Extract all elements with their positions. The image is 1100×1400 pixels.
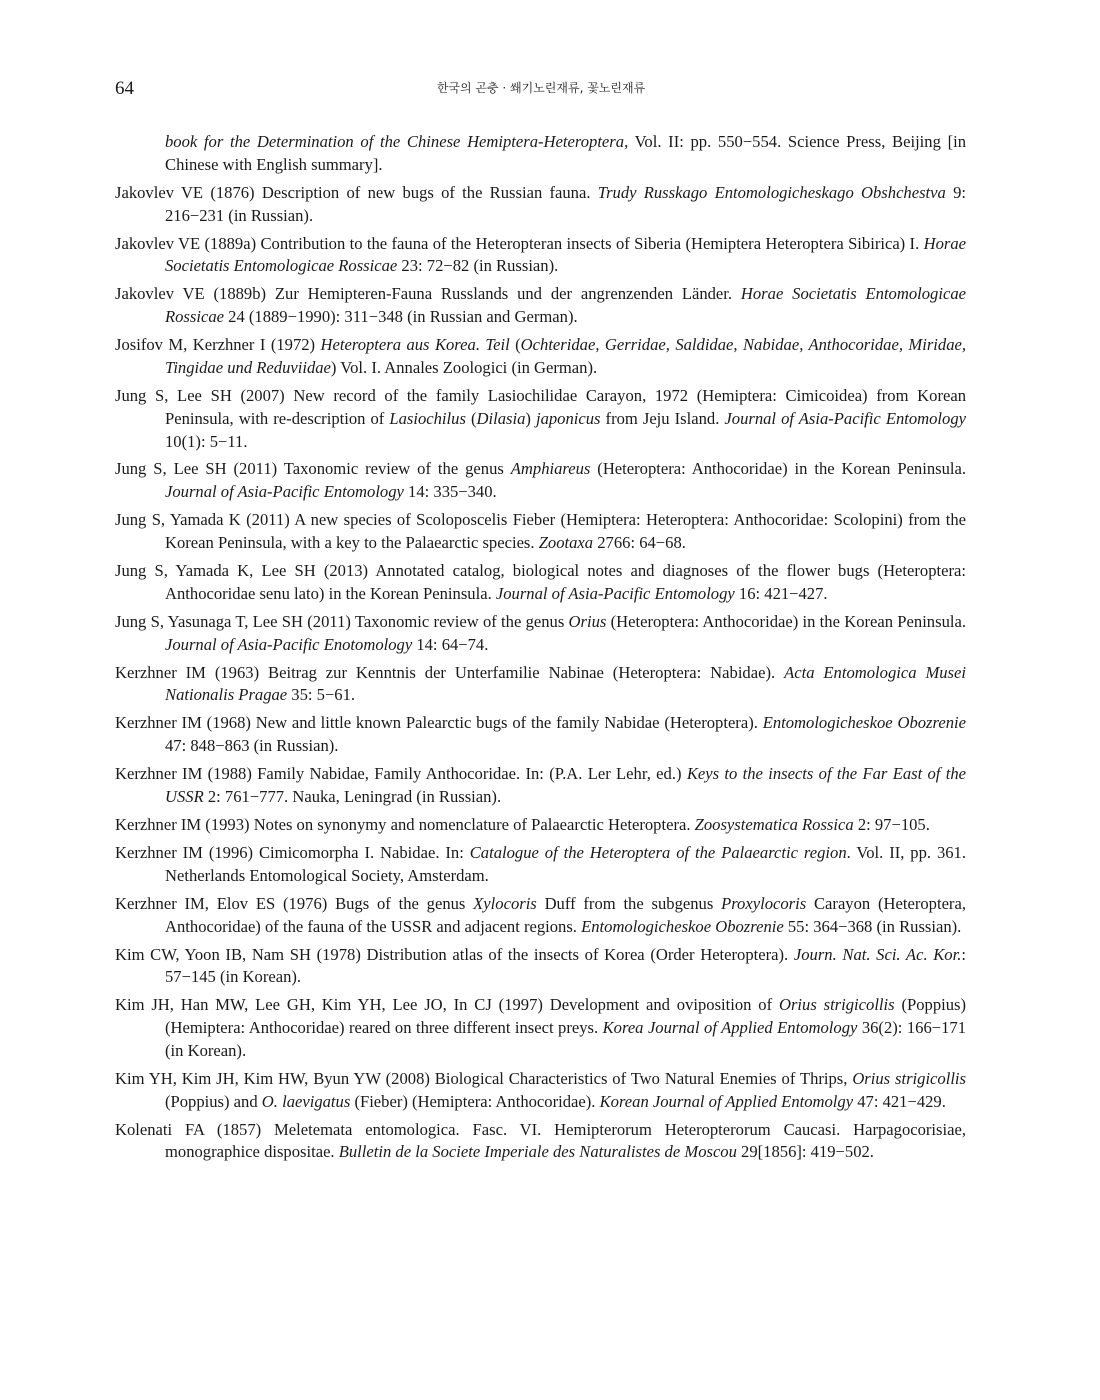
reference-italic-text: Amphiareus [510,459,591,479]
reference-italic-text: Zootaxa [538,533,594,553]
reference-italic-text: Keys to the insects of the Far East of the USSR [165,764,966,806]
reference-text: 2: 97−105. [853,814,930,834]
reference-entry [115,560,966,606]
reference-italic-text: Proxylocoris [721,893,807,913]
reference-italic-text: Ochteridae, Gerridae, Saldidae, Nabidae, Anthocoridae, Miridae, Tingidae und Reduviidae [165,335,967,377]
reference-italic-text: Trudy Russkago Entomologicheskago Obshchestva [597,182,946,202]
reference-text: Carayon (Heteroptera, Anthocoridae) of the fauna of the USSR and adjacent regions. [165,893,966,936]
reference-text: Jung S, Yamada K, Lee SH (2013) Annotated catalog, biological notes and diagnoses of the flower bugs (Heteroptera: Anthocoridae senu lato) in the Korean Peninsula. [115,561,966,603]
reference-text: Kim CW, Yoon IB, Nam SH (1978) Distribution atlas of the insects of Korea (Order Heteroptera). [115,944,794,964]
reference-text: ( [509,335,521,355]
reference-italic-text: Orius strigicollis [852,1068,967,1088]
reference-text: Josifov M, Kerzhner I (1972) [115,335,321,355]
reference-italic-text: Journ. Nat. Sci. Ac. Kor. [793,944,962,964]
reference-italic-text: Journal of Asia-Pacific Enotomology [165,634,413,654]
reference-text: 35: 5−61. [287,685,356,705]
reference-text: Kerzhner IM (1968) New and little known Palearctic bugs of the family Nabidae (Heteroptera). [115,713,763,733]
reference-entry [115,944,966,990]
running-head: 한국의 곤충 · 쐐기노린재류, 꽃노린재류 [436,81,646,95]
reference-text: (Poppius) (Hemiptera: Anthocoridae) reared on three different insect preys. [165,995,967,1038]
reference-text: 55: 364−368 (in Russian). [783,916,962,936]
reference-italic-text: Heteroptera aus Korea. Teil [320,335,510,355]
reference-entry [115,1119,966,1165]
reference-text: 14: 64−74. [412,634,489,654]
reference-entry [115,994,966,1062]
reference-italic-text: Journal of Asia-Pacific Entomology [165,482,404,502]
reference-text: Jakovlev VE (1876) Description of new bugs of the Russian fauna. [115,182,598,202]
reference-text: : 57−145 (in Korean). [165,944,966,987]
reference-text: . Vol. II, pp. 361. Netherlands Entomological Society, Amsterdam. [165,842,967,885]
reference-text: 2766: 64−68. [593,533,686,553]
reference-text: , Vol. II: pp. 550−554. Science Press, Beijing [in Chinese with English summary]. [165,132,967,174]
reference-entry [115,842,966,888]
reference-text: 16: 421−427. [734,583,828,603]
reference-text: Jakovlev VE (1889a) Contribution to the fauna of the Heteropteran insects of Siberia (Hemiptera Heteroptera Sibirica) I. [115,233,924,253]
reference-text: Kerzhner IM (1988) Family Nabidae, Family Anthocoridae. In: (P.A. Ler Lehr, ed.) [115,764,687,784]
reference-text: 47: 848−863 (in Russian). [165,736,339,756]
reference-list [115,131,966,1169]
reference-italic-text: Horae Societatis Entomologicae Rossicae [165,284,966,327]
reference-entry [115,385,966,453]
reference-entry [115,509,966,555]
reference-text: Kim YH, Kim JH, Kim HW, Byun YW (2008) Biological Characteristics of Two Natural Enemies of Thrips, [115,1068,853,1088]
reference-text: Jung S, Lee SH (2007) New record of the family Lasiochilidae Carayon, 1972 (Hemiptera: Cimicoidea) from Korean Peninsula, with re-description of [115,385,966,428]
reference-entry [115,814,966,837]
reference-text: Duff from the subgenus [536,893,722,913]
page-number: 64 [115,78,134,99]
reference-entry [115,893,966,939]
reference-italic-text: Orius strigicollis [778,995,895,1015]
reference-text: 24 (1889−1990): 311−348 (in Russian and German). [224,307,578,327]
reference-entry-continuation [115,131,966,177]
reference-entry [115,233,966,279]
reference-italic-text: Korean Journal of Applied Entomolgy [599,1091,854,1111]
reference-italic-text: Entomologicheskoe Obozrenie [581,916,784,936]
reference-text: (Fieber) (Hemiptera: Anthocoridae). [350,1091,600,1111]
reference-entry [115,334,966,380]
reference-text: 9: 216−231 (in Russian). [165,182,966,225]
reference-text: (Poppius) and [165,1091,262,1111]
reference-italic-text: Lasiochilus [389,408,466,428]
reference-entry [115,458,966,504]
reference-italic-text: Dilasia [476,408,526,428]
reference-italic-text: Catalogue of the Heteroptera of the Palaearctic region [469,842,847,862]
reference-text: Kerzhner IM (1963) Beitrag zur Kenntnis der Unterfamilie Nabinae (Heteroptera: Nabidae). [115,662,785,682]
reference-entry [115,763,966,809]
reference-text: 47: 421−429. [853,1091,946,1111]
reference-text: Jung S, Lee SH (2011) Taxonomic review of the genus [115,459,511,479]
reference-italic-text: Bulletin de la Societe Imperiale des Naturalistes de Moscou [338,1142,737,1162]
reference-text: Jung S, Yamada K (2011) A new species of Scoloposcelis Fieber (Hemiptera: Heteroptera: Anthocoridae: Scolopini) from the Korean Peninsula, with a key to the Palaearctic species. [115,510,966,553]
reference-text: Kerzhner IM (1996) Cimicomorpha I. Nabidae. In: [115,842,470,862]
reference-italic-text: Xylocoris [473,893,537,913]
reference-entry [115,283,966,329]
reference-entry [115,182,966,228]
reference-italic-text: Journal of Asia-Pacific Entomology [724,408,967,428]
reference-text: 2: 761−777. Nauka, Leningrad (in Russian). [203,786,502,806]
reference-text: Jakovlev VE (1889b) Zur Hemipteren-Fauna Russlands und der angrenzenden Länder. [115,284,741,304]
reference-text: Jung S, Yasunaga T, Lee SH (2011) Taxonomic review of the genus [115,611,569,631]
reference-italic-text: Korea Journal of Applied Entomology [602,1018,858,1038]
reference-italic-text: Acta Entomologica Musei Nationalis Pragae [165,662,966,705]
reference-italic-text: Horae Societatis Entomologicae Rossicae [165,233,966,276]
reference-text: (Heteroptera: Anthocoridae) in the Korean Peninsula. [590,459,966,479]
reference-text: 36(2): 166−171 (in Korean). [165,1018,966,1060]
page-header [115,76,967,102]
reference-italic-text: Entomologicheskoe Obozrenie [762,713,966,733]
reference-italic-text: japonicus [535,408,601,428]
reference-text: Kolenati FA (1857) Meletemata entomologica. Fasc. VI. Hemipterorum Heteropterorum Caucasi. Harpagocorisiae, monographice dispositae. [115,1119,966,1162]
reference-text: ) Vol. I. Annales Zoologici (in German). [330,357,598,377]
reference-italic-text: Zoosystematica Rossica [694,814,854,834]
reference-italic-text: Journal of Asia-Pacific Entomology [495,583,735,603]
reference-italic-text: Orius [568,611,607,631]
reference-entry [115,1068,966,1114]
reference-text: ( [465,408,477,428]
reference-entry [115,712,966,758]
reference-italic-text: book for the Determination of the Chinese Hemiptera-Heteroptera [165,132,625,151]
reference-text: Kerzhner IM (1993) Notes on synonymy and nomenclature of Palaearctic Heteroptera. [115,814,695,834]
reference-text: 23: 72−82 (in Russian). [397,256,559,276]
reference-italic-text: O. laevigatus [261,1091,351,1111]
reference-entry [115,611,966,657]
reference-text: 10(1): 5−11. [165,431,248,451]
reference-text: Kim JH, Han MW, Lee GH, Kim YH, Lee JO, In CJ (1997) Development and oviposition of [115,995,779,1015]
reference-text: 29[1856]: 419−502. [736,1142,874,1162]
reference-text: Kerzhner IM, Elov ES (1976) Bugs of the genus [115,893,474,913]
reference-text: ) [525,408,536,428]
reference-entry [115,662,966,708]
reference-text: from Jeju Island. [600,408,725,428]
reference-text: (Heteroptera: Anthocoridae) in the Korean Peninsula. [606,611,966,631]
reference-text: 14: 335−340. [403,482,497,502]
